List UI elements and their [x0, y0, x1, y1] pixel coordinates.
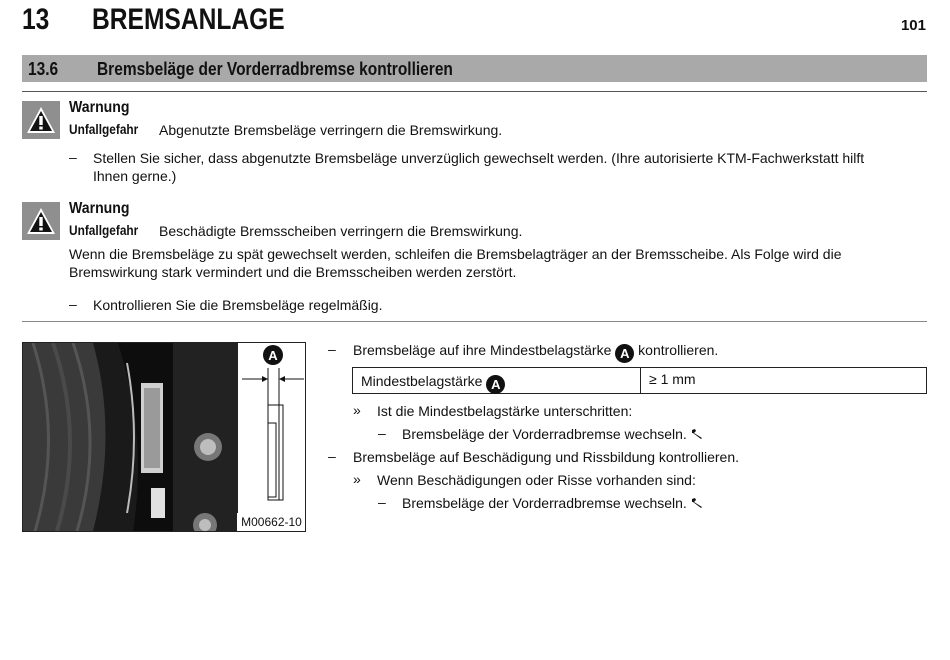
dash-marker: – [378, 494, 386, 510]
dash-marker: – [328, 341, 336, 357]
bullet-marker: » [353, 402, 361, 418]
section-divider [22, 91, 927, 92]
warning-heading: Warnung [69, 200, 130, 217]
spec-table [352, 367, 927, 394]
wrench-icon [691, 496, 703, 511]
spec-label: Mindestbelagstärke [361, 373, 483, 389]
action-line [402, 494, 703, 513]
dash-marker: – [69, 296, 77, 312]
chapter-title: BREMSANLAGE [92, 3, 285, 36]
spec-value-cell [641, 368, 926, 393]
bullet-marker: » [353, 471, 361, 487]
warning-instruction-line2: Ihnen gerne.) [93, 168, 177, 184]
action-text: Bremsbeläge der Vorderradbremse wechseln. [402, 426, 687, 442]
section-number: 13.6 [28, 59, 59, 79]
warning-label: Unfallgefahr [69, 223, 139, 238]
content-divider [22, 321, 927, 322]
brake-pad-figure [22, 342, 306, 532]
step-check-damage: Bremsbeläge auf Beschädigung und Rissbildung kontrollieren. [353, 449, 740, 465]
step-text: Bremsbeläge auf ihre Mindestbelagstärke [353, 342, 612, 358]
warning-detail-line2: Bremswirkung stark vermindert und die Bremsscheiben werden zerstört. [69, 264, 517, 280]
warning-instruction-line1: Stellen Sie sicher, dass abgenutzte Bremsbeläge unverzüglich gewechselt werden. (Ihre autorisierte KTM-Fachwerkstatt hilft [93, 150, 865, 166]
callout-a-badge: A [486, 375, 505, 394]
brake-photo [23, 343, 237, 531]
action-text: Bremsbeläge der Vorderradbremse wechseln. [402, 495, 687, 511]
condition-text: Wenn Beschädigungen oder Risse vorhanden sind: [377, 472, 696, 488]
dash-marker: – [69, 149, 77, 165]
warning-text: Abgenutzte Bremsbeläge verringern die Bremswirkung. [159, 122, 503, 138]
wrench-icon [691, 427, 703, 442]
action-line [402, 425, 703, 444]
warning-triangle-icon [22, 101, 60, 139]
warning-label: Unfallgefahr [69, 122, 139, 137]
warning-detail-line1: Wenn die Bremsbeläge zu spät gewechselt werden, schleifen die Bremsbelagträger an der Bremsscheibe. Als Folge wird die [69, 246, 842, 262]
step-check-thickness [353, 341, 718, 363]
warning-heading: Warnung [69, 99, 130, 116]
step-text: kontrollieren. [638, 342, 719, 358]
warning-instruction: Kontrollieren Sie die Bremsbeläge regelmäßig. [93, 297, 383, 313]
page-number: 101 [900, 17, 926, 34]
section-title: Bremsbeläge der Vorderradbremse kontrollieren [97, 59, 453, 79]
condition-text: Ist die Mindestbelagstärke unterschritten: [377, 403, 633, 419]
dash-marker: – [328, 448, 336, 464]
dash-marker: – [378, 425, 386, 441]
svg-text:A: A [268, 348, 278, 363]
pad-thickness-diagram [237, 343, 306, 531]
callout-a-badge: A [615, 344, 634, 363]
warning-text: Beschädigte Bremsscheiben verringern die Bremswirkung. [159, 223, 523, 239]
warning-triangle-icon [22, 202, 60, 240]
spec-label-cell [353, 368, 641, 393]
spec-value: ≥ 1 mm [649, 371, 696, 387]
figure-label: M00662-10 [237, 513, 306, 531]
chapter-number: 13 [22, 3, 50, 36]
